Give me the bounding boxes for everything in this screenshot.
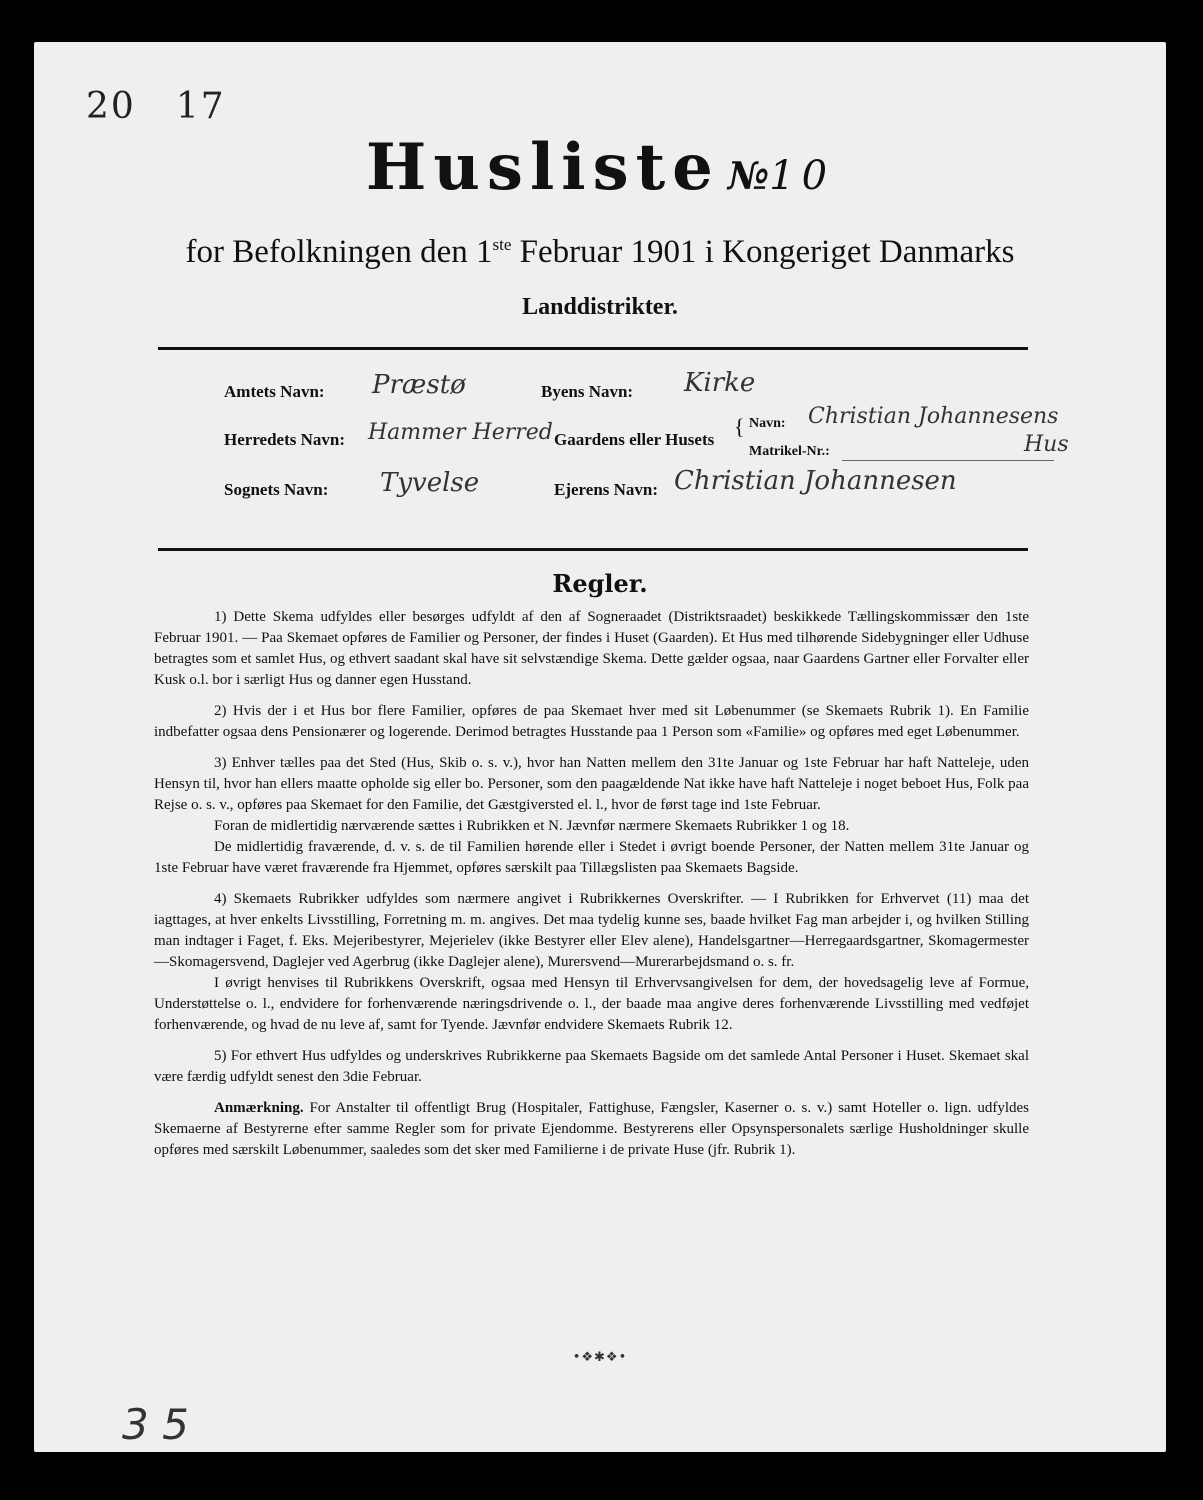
archive-number-b: 17 [175,86,226,127]
divider-top [158,347,1028,350]
form-subtitle [34,234,1166,271]
field-brace: { [734,414,745,439]
matrikel-line [842,460,1054,461]
pencil-note: 3 5 [122,1400,189,1449]
form-title [34,130,1166,205]
number-label: № [727,153,770,198]
subtitle-sup: ste [492,235,512,254]
herred-label: Herredets Navn: [224,430,346,449]
gaard-label: Gaardens eller Husets [554,430,715,449]
rule-4: 4) Skemaets Rubrikker udfyldes som nærmere angivet i Rubrikkernes Overskrifter. — I Rubrikken for Erhvervet (11) maa det iagttages, at hver enkelts Livsstilling, Forretning m. m. angives. Det maa tydelig kunne ses, baade hvilket Fag man arbejder i, og hvilken Stilling man indtager i Faget, f. Eks. Mejeribestyrer, Mejerielev (ikke Bestyrer eller Elev alene), Handelsgartner—Herregaardsgartner, Skomagermester—Skomagersvend, Daglejer ved Agerbrug (ikke Daglejer alene), Murersvend—Murerarbejdsmand o. s. fr. [154,891,1029,970]
subtitle-post: Februar 1901 i Kongeriget Danmarks [511,234,1015,270]
form-title-text: Husliste [365,130,720,205]
list-number-handwritten: 10 [769,153,835,199]
herred-value: Hammer Herred [368,420,553,445]
rule-1: 1) Dette Skema udfyldes eller besørges udfyldt af den af Sogneraadet (Distriktsraadet) beskikkede Tællingskommissær den 1ste Februar 1901. — Paa Skemaet opføres de Familier og Personer, der findes i Huset (Gaarden). Et Hus med tilhørende Sidebygninger eller Udhuse betragtes som et samlet Hus, og ethvert saadant skal have sit selvstændige Skema. Dette gælder ogsaa, naar Gaardens Gartner eller Forvalter eller Kusk o.l. bor i særligt Hus og danner egen Husstand. [154,609,1029,688]
ejer-label: Ejerens Navn: [554,480,659,499]
rules-body [154,607,1029,1171]
sogn-value: Tyvelse [380,468,480,498]
district-type: Landdistrikter. [522,294,678,320]
matrikel-label: Matrikel-Nr.: [749,444,830,459]
annotation-paragraph [154,1098,1029,1161]
rules-heading: Regler. [552,569,648,598]
navn-value-line2: Hus [1024,432,1069,457]
sogn-label: Sognets Navn: [224,480,329,499]
rule-3-note-absent: De midlertidig fraværende, d. v. s. de til Familien hørende eller i Stedet i øvrigt boende Personer, der Natten mellem 31te Januar og 1ste Februar have været fraværende fra Hjemmet, opføres særskilt paa Tillægslisten paa Skemaets Bagside. [154,839,1029,876]
navn-label: Navn: [749,416,786,431]
rule-4-note: I øvrigt henvises til Rubrikkens Overskrift, ogsaa med Hensyn til Erhvervsangivelsen for dem, der hovedsagelig leve af Formue, Understøttelse o. l., endvidere for forhenværende næringsdrivende o. l., der baade maa angive deres forhenværende Livsstilling med vedføjet forhenværende, og hvad de nu leve af, samt for Tyende. Jævnfør endvidere Skemaets Rubrik 12. [154,975,1029,1033]
ejer-value: Christian Johannesen [674,466,957,496]
rule-2: 2) Hvis der i et Hus bor flere Familier, opføres de paa Skemaet hver med sit Løbenummer (se Skemaets Rubrik 1). En Familie indbefatter ogsaa dens Pensionærer og logerende. Derimod betragtes Husstande paa 1 Person som «Familie» og opføres med eget Løbenummer. [154,703,1029,740]
archive-number-a: 20 [86,86,136,127]
navn-value: Christian Johannesens [808,404,1059,429]
rule-3: 3) Enhver tælles paa det Sted (Hus, Skib o. s. v.), hvor han Natten mellem den 31te Januar og 1ste Februar har haft Natteleje, uden Hensyn til, hvor han ellers maatte opholde sig eller bo. Personer, som den paagældende Nat ikke have haft Natteleje i noget beboet Hus, Folk paa Rejse o. s. v., opføres paa Skemaet for den Familie, det Gæstgiversted el. l., hvor de først tage ind 1ste Februar. [154,755,1029,813]
divider-bottom [158,548,1028,551]
amt-label: Amtets Navn: [224,382,325,401]
subtitle-pre: for Befolkningen den 1 [185,234,493,270]
rule-5: 5) For ethvert Hus udfyldes og underskrives Rubrikkerne paa Skemaets Bagside om det samlede Antal Personer i Huset. Skemaet skal være færdig udfyldt senest den 3die Februar. [154,1048,1029,1085]
rule-3-note-n: Foran de midlertidig nærværende sættes i Rubrikken et N. Jævnfør nærmere Skemaets Rubrikker 1 og 18. [214,818,850,834]
amt-value: Præstø [372,370,466,400]
census-form-page [34,42,1166,1452]
annotation-label: Anmærkning. [214,1100,304,1116]
ornament-divider: •❖✱❖• [572,1350,628,1365]
archive-number [86,86,226,127]
annotation-text: For Anstalter til offentligt Brug (Hospitaler, Fattighuse, Fængsler, Kaserner o. s. v.) samt Hoteller o. lign. udfyldes Skemaerne af Bestyrerne efter samme Regler som for private Ejendomme. Bestyrerens eller Opsynspersonalets særlige Husholdninger skulle opføres med særskilt Løbenummer, saaledes som det sker med Familierne i de private Huse (jfr. Rubrik 1). [154,1100,1029,1158]
by-value: Kirke [684,368,756,398]
by-label: Byens Navn: [541,382,634,401]
